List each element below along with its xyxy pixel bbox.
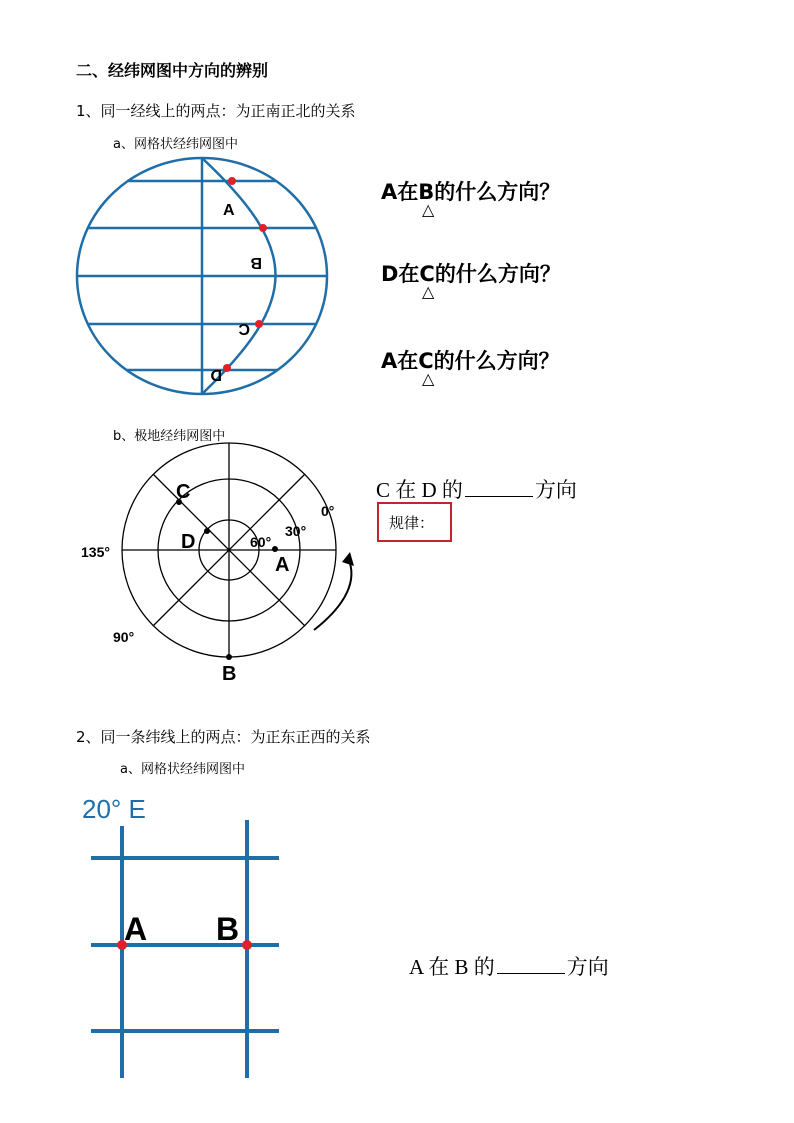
globe-label-c: C	[238, 320, 250, 337]
globe-label-b: B	[250, 254, 262, 271]
rule-label: 规律：	[389, 514, 435, 532]
question-1: A在B的什么方向？	[381, 180, 561, 204]
section-title: 二、经纬网图中方向的辨别	[76, 61, 269, 80]
grid-question-pre: A 在 B 的	[409, 955, 495, 979]
polar-label-b: B	[222, 663, 237, 685]
polar-question-pre: C 在 D 的	[376, 478, 463, 502]
deg-label-135: 135°	[81, 544, 110, 560]
grid-point-b-label: B	[216, 911, 240, 947]
part2-heading: 2、同一条纬线上的两点：为正东正西的关系	[76, 728, 371, 746]
part2-sub-a: a、网格状经纬网图中	[120, 762, 245, 777]
question-3: A在C的什么方向？	[381, 349, 560, 373]
question-3-mark: △	[422, 369, 435, 388]
polar-label-d: D	[181, 531, 196, 553]
grid-point-b-dot	[242, 940, 252, 950]
grid-answer-blank[interactable]	[497, 955, 565, 974]
grid-point-a-label: A	[124, 911, 148, 947]
question-2-mark: △	[422, 282, 435, 301]
part1-sub-a: a、网格状经纬网图中	[113, 137, 238, 152]
polar-label-c: C	[176, 481, 191, 503]
question-2: D在C的什么方向？	[381, 262, 561, 286]
deg-label-0: 0°	[321, 503, 335, 519]
polar-question-post: 方向	[534, 478, 577, 502]
deg-label-90: 90°	[113, 629, 135, 645]
question-1-mark: △	[422, 200, 435, 219]
deg-label-60: 60°	[250, 534, 272, 550]
globe-label-a: A	[223, 202, 235, 219]
grid-longitude-label: 20° E	[82, 794, 146, 824]
grid-question	[409, 951, 609, 981]
grid-question-post: 方向	[566, 955, 609, 979]
part1-heading: 1、同一经线上的两点：为正南正北的关系	[76, 102, 356, 120]
deg-label-30: 30°	[285, 523, 307, 539]
globe-label-d: D	[210, 366, 222, 383]
polar-label-a: A	[275, 554, 290, 576]
part1-sub-b: b、极地经纬网图中	[113, 429, 226, 444]
